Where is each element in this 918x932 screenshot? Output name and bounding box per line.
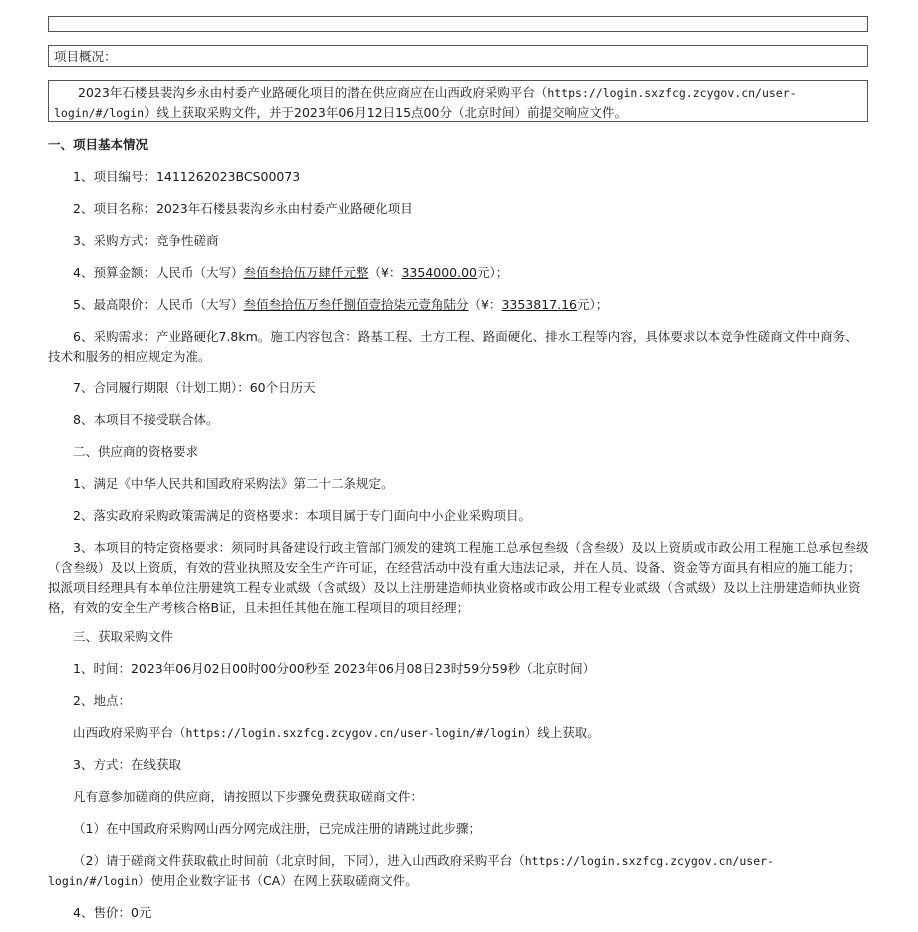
acquisition-location <box>48 723 870 743</box>
max-price-mid: （¥： <box>468 297 502 312</box>
acquisition-method: 3、方式：在线获取 <box>73 757 181 772</box>
step2-part2: ）使用企业数字证书（CA）在网上获取磋商文件。 <box>138 873 418 888</box>
procurement-method: 3、采购方式：竞争性磋商 <box>73 233 219 248</box>
steps-intro: 凡有意参加磋商的供应商，请按照以下步骤免费获取磋商文件： <box>73 789 424 804</box>
summary-text-part1: 2023年石楼县裴沟乡永由村委产业路硬化项目的潜在供应商应在山西政府采购平台（ <box>78 85 548 100</box>
location-url: https://login.sxzfcg.zcygov.cn/user-login/#/login <box>185 726 525 740</box>
budget-amount-words: 叁佰叁拾伍万肆仟元整 <box>243 265 369 280</box>
project-number: 1、项目编号：1411262023BCS00073 <box>73 169 301 184</box>
step2-url: https://login.sxzfcg.zcygov.cn/user-login/#/login <box>48 854 774 888</box>
step-2 <box>48 851 870 891</box>
section2-title: 二、供应商的资格要求 <box>73 444 199 459</box>
empty-header-box <box>48 16 868 32</box>
qualification-1: 1、满足《中华人民共和国政府采购法》第二十二条规定。 <box>73 476 394 491</box>
budget-prefix: 4、预算金额：人民币（大写） <box>73 265 244 280</box>
max-price-suffix: 元）； <box>577 297 609 312</box>
project-summary-box <box>48 80 868 122</box>
section3-title: 三、获取采购文件 <box>73 629 174 644</box>
project-summary-text <box>54 83 863 123</box>
acquisition-time: 1、时间：2023年06月02日00时00分00秒至 2023年06月08日23时59分59秒（北京时间） <box>73 661 596 676</box>
overview-label: 项目概况： <box>54 49 117 64</box>
summary-url: https://login.sxzfcg.zcygov.cn/user-login/#/login <box>54 86 797 120</box>
overview-label-box <box>48 45 868 67</box>
max-price <box>48 295 870 315</box>
qualification-3: 3、本项目的特定资格要求：须同时具备建设行政主管部门颁发的建筑工程施工总承包叁级（含叁级）及以上资质或市政公用工程施工总承包叁级（含叁级）及以上资质，有效的营业执照及安全生产许可证，在经营活动中没有重大违法记录，并在人员、设备、资金等方面具有相应的施工能力；拟派项目经理具有本单位注册建筑工程专业贰级（含贰级）及以上注册建造师执业资格或市政公用工程专业贰级（含贰级）及以上注册建造师执业资格，有效的安全生产考核合格B证，且未担任其他在施工程项目的项目经理； <box>48 540 869 615</box>
qualification-2: 2、落实政府采购政策需满足的资格要求：本项目属于专门面向中小企业采购项目。 <box>73 508 531 523</box>
max-price-amount-words: 叁佰叁拾伍万叁仟捌佰壹拾柒元壹角陆分 <box>243 297 469 312</box>
acquisition-location-label: 2、地点： <box>73 693 131 708</box>
section1-title: 一、项目基本情况 <box>48 137 149 152</box>
summary-text-part2: ）线上获取采购文件，并于2023年06月12日15点00分（北京时间）前提交响应文件。 <box>144 105 627 120</box>
contract-period: 7、合同履行期限（计划工期）：60个日历天 <box>73 380 316 395</box>
no-consortium: 8、本项目不接受联合体。 <box>73 412 219 427</box>
step2-part1: （2）请于磋商文件获取截止时间前（北京时间，下同），进入山西政府采购平台（ <box>73 853 525 868</box>
location-part1: 山西政府采购平台（ <box>73 725 186 740</box>
budget-mid: （¥： <box>368 265 402 280</box>
project-name: 2、项目名称：2023年石楼县裴沟乡永由村委产业路硬化项目 <box>73 201 413 216</box>
budget-amount <box>48 263 870 283</box>
procurement-requirements: 6、采购需求：产业路硬化7.8km。施工内容包含：路基工程、土方工程、路面硬化、排水工程等内容，具体要求以本竞争性磋商文件中商务、技术和服务的相应规定为准。 <box>48 329 858 364</box>
location-part2: ）线上获取。 <box>524 725 600 740</box>
max-price-prefix: 5、最高限价：人民币（大写） <box>73 297 244 312</box>
step-1: （1）在中国政府采购网山西分网完成注册，已完成注册的请跳过此步骤； <box>73 821 481 836</box>
budget-suffix: 元）； <box>477 265 509 280</box>
budget-amount-number: 3354000.00 <box>401 265 477 280</box>
sale-price: 4、售价：0元 <box>73 905 152 920</box>
max-price-amount-number: 3353817.16 <box>501 297 577 312</box>
